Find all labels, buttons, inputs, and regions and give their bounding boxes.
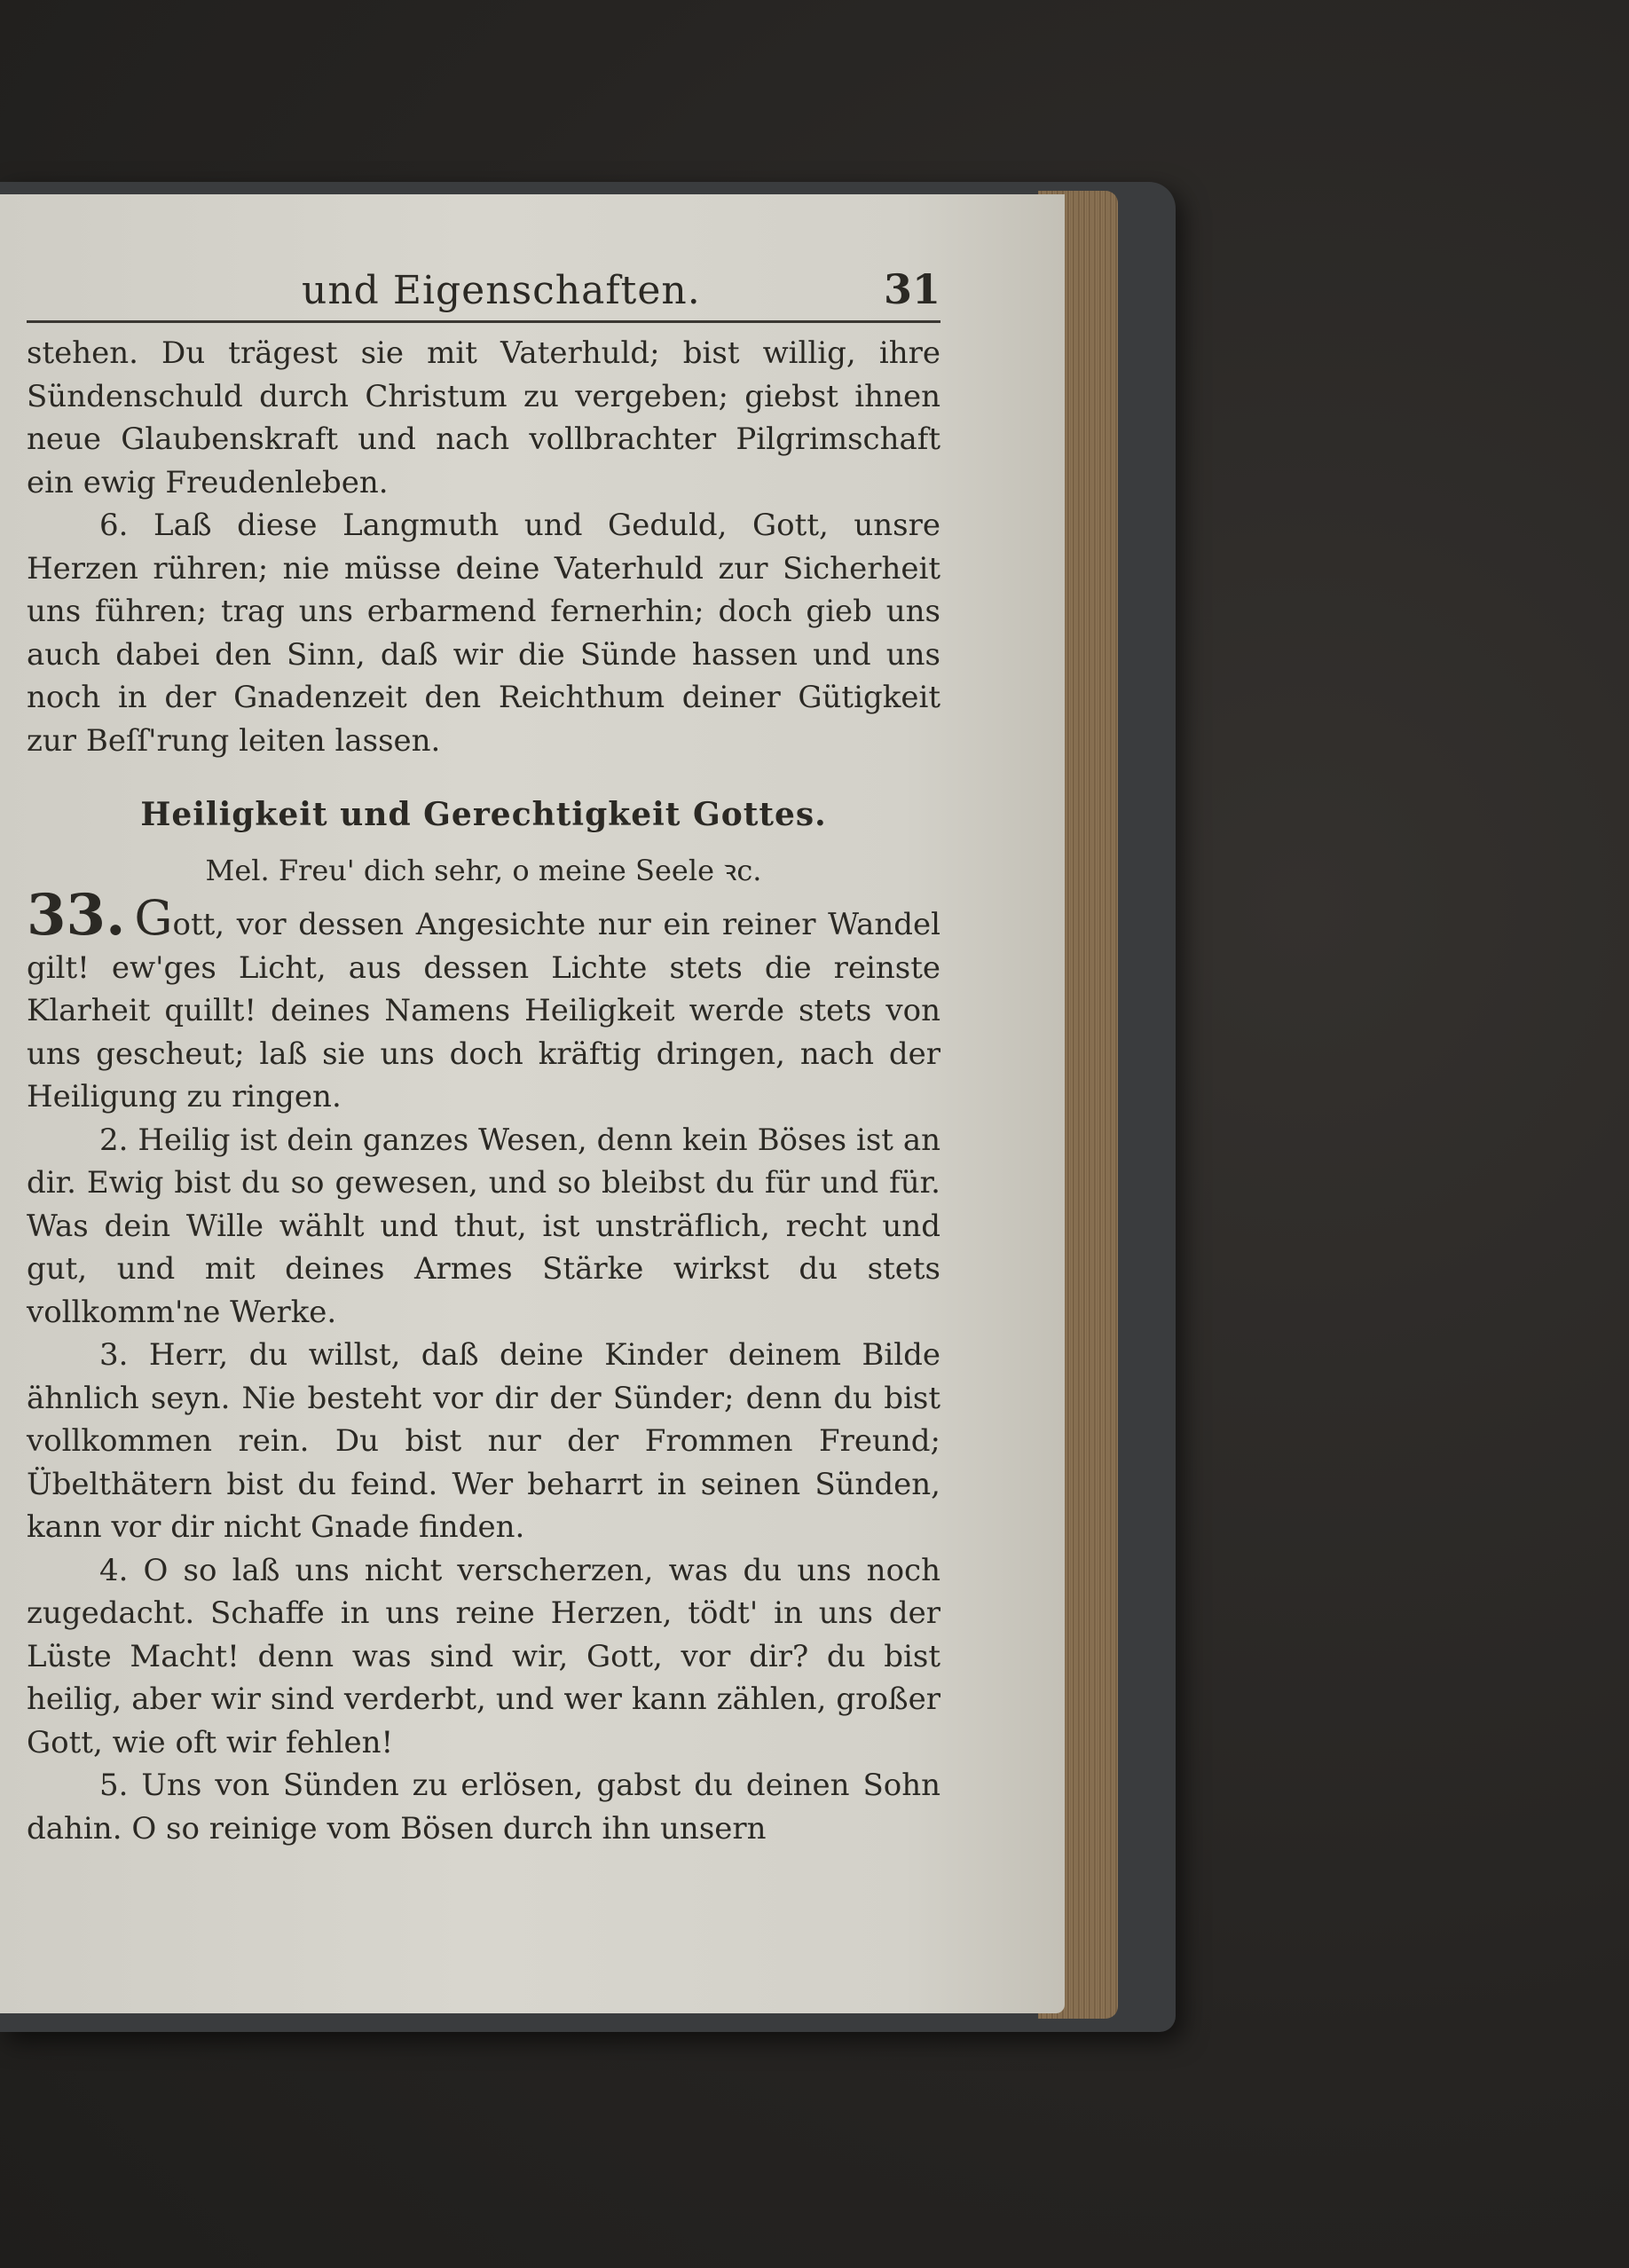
hymn-verse-4: 4. O so laß uns nicht verscherzen, was du uns noch zugedacht. Schaffe in uns reine Herzen, tödt' in uns der Lüste Macht! denn was sind wir, Gott, vor dir? du bist heilig, aber wir sind verderbt, und wer kann zählen, großer Gott, wie oft wir fehlen!: [27, 1552, 940, 1760]
book-page: [0, 194, 1065, 2013]
hymn-number: 33.: [27, 882, 126, 949]
page-number: 31: [883, 265, 940, 313]
page-header: [27, 265, 940, 323]
book: [0, 173, 1176, 2032]
running-title: und Eigenschaften.: [302, 268, 701, 313]
verse-6: 6. Laß diese Langmuth und Geduld, Gott, unsre Herzen rühren; nie müsse deine Vaterhuld zur Sicherheit uns führen; trag uns erbarmend fernerhin; doch gieb uns auch dabei den Sinn, daß wir die Sünde hassen und uns noch in der Gnadenzeit den Reichthum deiner Gütigkeit zur Beſſ'rung leiten lassen.: [27, 508, 940, 759]
hymn-verse-5: 5. Uns von Sünden zu erlösen, gabst du deinen Sohn dahin. O so reinige vom Bösen durch ihn unsern: [27, 1768, 940, 1847]
hymn-verse-1: [27, 882, 940, 1119]
melody-line: Mel. Freu' dich sehr, o meine Seele ꝛc.: [205, 854, 762, 887]
paragraph-continuation: stehen. Du trägest sie mit Vaterhuld; bist willig, ihre Sündenschuld durch Christum zu vergeben; giebst ihnen neue Glaubenskraft und nach vollbrachter Pilgrimschaft ein ewig Freudenleben.: [27, 335, 940, 500]
hymn-verse-1-text: ott, vor dessen Angesichte nur ein reiner Wandel gilt! ew'ges Licht, aus dessen Lichte stets die reinste Klarheit quillt! deines Namens Heiligkeit werde stets von uns gescheut; laß sie uns doch kräftig dringen, nach der Heiligung zu ringen.: [27, 907, 940, 1114]
hymn-verse-2: 2. Heilig ist dein ganzes Wesen, denn kein Böses ist an dir. Ewig bist du so gewesen, und so bleibst du für und für. Was dein Wille wählt und thut, ist unsträflich, recht und gut, und mit deines Armes Stärke wirkst du stets vollkomm'ne Werke.: [27, 1122, 940, 1330]
initial-letter: G: [134, 890, 173, 946]
section-heading: Heiligkeit und Gerechtigkeit Gottes.: [140, 796, 827, 833]
hymn-verse-3: 3. Herr, du willst, daß deine Kinder deinem Bilde ähnlich seyn. Nie besteht vor dir der Sünder; denn du bist vollkommen rein. Du bist nur der Frommen Freund; Übelthätern bist du feind. Wer beharrt in seinen Sünden, kann vor dir nicht Gnade finden.: [27, 1337, 940, 1545]
page-text-block: [27, 265, 940, 1850]
